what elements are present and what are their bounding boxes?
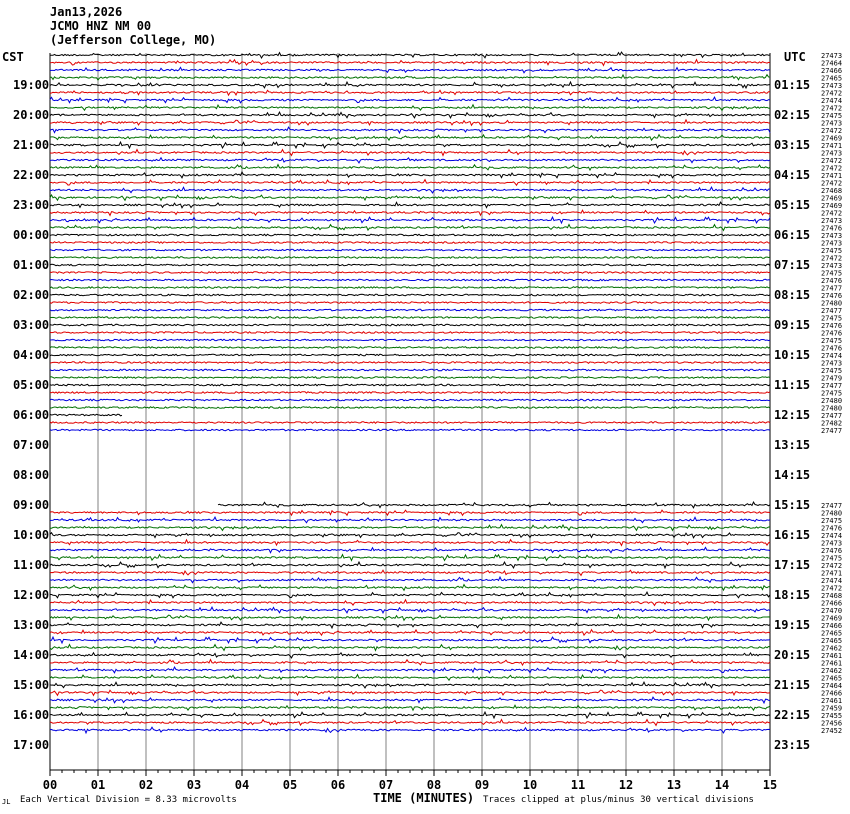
trace-value: 27456 <box>821 719 843 728</box>
left-hour-label: 22:00 <box>13 168 50 182</box>
plot-date: Jan13,2026 <box>50 5 123 19</box>
trace-value: 27471 <box>821 172 843 180</box>
seismic-trace <box>50 653 770 658</box>
station-code: JCMO HNZ NM 00 <box>50 19 152 33</box>
seismic-trace <box>50 533 770 538</box>
seismic-trace <box>50 332 770 334</box>
trace-value: 27461 <box>821 659 843 668</box>
left-hour-label: 14:00 <box>13 648 50 662</box>
station-location: (Jefferson College, MO) <box>50 33 217 47</box>
seismic-trace <box>50 287 770 289</box>
seismic-trace <box>50 257 770 259</box>
seismic-trace <box>50 675 770 681</box>
seismic-trace <box>50 120 770 125</box>
trace-value: 27469 <box>821 134 843 143</box>
seismic-trace <box>50 690 770 695</box>
x-tick-label: 05 <box>282 778 298 792</box>
seismic-trace <box>50 105 770 111</box>
trace-value: 27474 <box>821 532 843 540</box>
trace-value: 27477 <box>821 307 843 315</box>
seismic-trace <box>50 555 770 561</box>
seismic-trace <box>50 720 770 726</box>
right-hour-label: 12:15 <box>774 408 811 422</box>
trace-value: 27464 <box>821 59 843 68</box>
trace-value: 27473 <box>821 82 843 90</box>
left-hour-label: 20:00 <box>13 108 50 122</box>
seismic-trace <box>50 90 770 95</box>
trace-value: 27473 <box>821 217 843 225</box>
right-hour-label: 02:15 <box>774 108 811 122</box>
left-hour-label: 15:00 <box>13 678 50 692</box>
left-hour-label: 16:00 <box>13 708 50 722</box>
seismic-trace <box>50 384 770 386</box>
trace-value: 27473 <box>821 359 843 368</box>
clip-note: Traces clipped at plus/minus 30 vertical divisions <box>483 795 754 805</box>
seismic-trace <box>50 540 770 546</box>
trace-value: 27475 <box>821 269 843 278</box>
right-hour-label: 03:15 <box>774 138 811 152</box>
seismic-trace <box>50 697 770 703</box>
trace-value: 27477 <box>821 427 843 435</box>
trace-value: 27475 <box>821 314 843 323</box>
right-hour-label: 11:15 <box>774 378 811 392</box>
seismic-trace <box>50 414 122 416</box>
seismic-trace <box>50 158 770 163</box>
seismic-trace <box>50 585 770 591</box>
trace-value: 27465 <box>821 637 843 645</box>
x-tick-label: 15 <box>762 778 778 792</box>
right-hour-label: 06:15 <box>774 228 811 242</box>
trace-value: 27475 <box>821 554 843 563</box>
seismic-trace <box>50 399 770 401</box>
trace-value: 27477 <box>821 284 843 293</box>
trace-value: 27476 <box>821 524 843 533</box>
seismic-trace <box>50 202 770 208</box>
seismic-trace <box>50 127 770 133</box>
trace-value: 27476 <box>821 292 843 300</box>
x-tick-label: 10 <box>522 778 538 792</box>
trace-value: 27461 <box>821 652 843 660</box>
x-tick-label: 00 <box>42 778 58 792</box>
seismic-trace <box>50 242 770 244</box>
trace-value: 27475 <box>821 337 843 345</box>
seismic-trace <box>50 165 770 171</box>
trace-value: 27471 <box>821 569 843 578</box>
trace-value: 27475 <box>821 517 843 525</box>
seismic-trace <box>50 217 770 223</box>
trace-value: 27472 <box>821 104 843 113</box>
seismic-trace <box>50 615 770 620</box>
x-tick-label: 12 <box>618 778 634 792</box>
trace-value: 27473 <box>821 232 843 240</box>
right-hour-label: 20:15 <box>774 648 811 662</box>
right-hour-label: 04:15 <box>774 168 811 182</box>
trace-value: 27474 <box>821 352 843 360</box>
seismic-trace <box>50 577 770 583</box>
seismic-trace <box>50 75 770 80</box>
seismic-trace <box>50 135 770 141</box>
seismic-trace <box>50 362 770 364</box>
footer-mark: JL <box>2 798 11 806</box>
left-hour-label: 09:00 <box>13 498 50 512</box>
left-hour-label: 23:00 <box>13 198 50 212</box>
trace-value: 27480 <box>821 299 843 308</box>
seismic-trace <box>218 502 770 508</box>
seismic-trace <box>50 82 770 88</box>
seismic-trace <box>50 264 770 266</box>
trace-value: 27480 <box>821 397 843 405</box>
seismic-trace <box>50 272 770 274</box>
trace-value: 27455 <box>821 712 843 720</box>
trace-value: 27461 <box>821 697 843 705</box>
seismic-trace <box>50 317 770 319</box>
left-hour-label: 13:00 <box>13 618 50 632</box>
seismic-trace <box>50 187 770 193</box>
trace-value: 27469 <box>821 194 843 203</box>
trace-value: 27475 <box>821 112 843 120</box>
seismic-trace <box>50 407 770 409</box>
seismic-trace <box>50 309 770 311</box>
trace-value: 27480 <box>821 404 843 413</box>
seismic-trace <box>50 339 770 341</box>
seismic-trace <box>50 302 770 304</box>
x-tick-label: 01 <box>90 778 106 792</box>
trace-value: 27474 <box>821 577 843 585</box>
right-hour-label: 08:15 <box>774 288 811 302</box>
right-hour-label: 14:15 <box>774 468 811 482</box>
left-hour-label: 06:00 <box>13 408 50 422</box>
left-hour-label: 03:00 <box>13 318 50 332</box>
seismic-trace <box>50 592 770 598</box>
trace-value: 27476 <box>821 224 843 233</box>
seismic-trace <box>50 369 770 371</box>
seismic-trace <box>50 210 770 215</box>
seismic-trace <box>50 67 770 72</box>
trace-value: 27452 <box>821 727 843 735</box>
seismic-trace <box>50 547 770 552</box>
right-hour-label: 16:15 <box>774 528 811 542</box>
trace-value: 27465 <box>821 629 843 638</box>
right-hour-label: 21:15 <box>774 678 811 692</box>
seismic-trace <box>50 377 770 379</box>
seismic-trace <box>50 660 770 666</box>
seismic-trace <box>50 667 770 673</box>
trace-value: 27469 <box>821 202 843 210</box>
trace-value: 27465 <box>821 74 843 83</box>
seismic-trace <box>50 97 770 103</box>
trace-value: 27472 <box>821 179 843 188</box>
seismic-trace <box>50 225 770 231</box>
seismic-trace <box>50 150 770 156</box>
seismic-trace <box>50 52 770 58</box>
seismic-trace <box>50 392 770 394</box>
seismic-trace <box>50 705 770 710</box>
right-hour-label: 22:15 <box>774 708 811 722</box>
x-tick-label: 02 <box>138 778 154 792</box>
trace-value: 27476 <box>821 329 843 338</box>
trace-value: 27462 <box>821 667 843 675</box>
trace-value: 27465 <box>821 674 843 683</box>
seismic-trace <box>50 234 770 236</box>
trace-value: 27464 <box>821 682 843 690</box>
left-hour-label: 08:00 <box>13 468 50 482</box>
x-axis-title: TIME (MINUTES) <box>373 791 475 805</box>
seismic-trace <box>50 712 770 718</box>
trace-value: 27473 <box>821 149 843 158</box>
right-timezone-label: UTC <box>784 50 806 64</box>
trace-value: 27472 <box>821 157 843 165</box>
trace-value: 27466 <box>821 67 843 75</box>
seismic-trace <box>50 294 770 296</box>
seismic-trace <box>50 279 770 281</box>
left-hour-label: 01:00 <box>13 258 50 272</box>
seismic-trace <box>50 195 770 200</box>
trace-value: 27477 <box>821 382 843 390</box>
x-tick-label: 11 <box>570 778 586 792</box>
seismic-trace <box>50 637 770 643</box>
trace-value: 27473 <box>821 239 843 248</box>
trace-value: 27472 <box>821 584 843 593</box>
trace-value: 27468 <box>821 592 843 600</box>
trace-value: 27482 <box>821 419 843 428</box>
trace-value: 27476 <box>821 344 843 353</box>
trace-value: 27466 <box>821 689 843 698</box>
trace-value: 27473 <box>821 119 843 128</box>
seismic-trace <box>50 727 770 733</box>
right-hour-label: 01:15 <box>774 78 811 92</box>
seismic-trace <box>50 682 770 688</box>
trace-value: 27466 <box>821 599 843 608</box>
x-tick-label: 13 <box>666 778 682 792</box>
trace-value: 27476 <box>821 547 843 555</box>
left-hour-label: 02:00 <box>13 288 50 302</box>
x-tick-label: 07 <box>378 778 394 792</box>
seismic-trace <box>50 249 770 251</box>
trace-value: 27480 <box>821 509 843 518</box>
left-hour-label: 05:00 <box>13 378 50 392</box>
trace-value: 27479 <box>821 374 843 383</box>
seismic-trace <box>50 422 770 424</box>
trace-value: 27477 <box>821 412 843 420</box>
right-hour-label: 18:15 <box>774 588 811 602</box>
seismic-trace <box>50 562 770 568</box>
trace-value: 27469 <box>821 614 843 623</box>
seismic-trace <box>50 172 770 178</box>
left-hour-label: 12:00 <box>13 588 50 602</box>
left-hour-label: 00:00 <box>13 228 50 242</box>
left-hour-label: 19:00 <box>13 78 50 92</box>
seismic-trace <box>50 60 770 66</box>
trace-value: 27473 <box>821 539 843 548</box>
seismic-trace <box>50 324 770 326</box>
right-hour-label: 07:15 <box>774 258 811 272</box>
trace-value: 27473 <box>821 262 843 270</box>
trace-value: 27472 <box>821 254 843 263</box>
x-tick-label: 04 <box>234 778 250 792</box>
seismic-trace <box>50 517 770 523</box>
seismic-trace <box>50 354 770 356</box>
scale-note: Each Vertical Division = 8.33 microvolts <box>20 795 237 805</box>
x-tick-label: 06 <box>330 778 346 792</box>
seismic-trace <box>50 112 770 118</box>
left-hour-label: 10:00 <box>13 528 50 542</box>
left-hour-label: 04:00 <box>13 348 50 362</box>
trace-value: 27474 <box>821 97 843 105</box>
right-hour-label: 19:15 <box>774 618 811 632</box>
left-hour-label: 11:00 <box>13 558 50 572</box>
x-tick-label: 14 <box>714 778 730 792</box>
x-tick-label: 08 <box>426 778 442 792</box>
right-hour-label: 15:15 <box>774 498 811 512</box>
left-timezone-label: CST <box>2 50 24 64</box>
x-tick-label: 03 <box>186 778 202 792</box>
trace-value: 27475 <box>821 367 843 375</box>
seismic-trace <box>50 600 770 606</box>
seismic-trace <box>50 429 770 431</box>
left-hour-label: 21:00 <box>13 138 50 152</box>
left-hour-label: 07:00 <box>13 438 50 452</box>
seismic-trace <box>50 570 770 575</box>
seismic-trace <box>50 510 770 515</box>
right-hour-label: 09:15 <box>774 318 811 332</box>
trace-value: 27476 <box>821 322 843 330</box>
seismic-trace <box>50 622 770 628</box>
trace-value: 27472 <box>821 127 843 135</box>
right-hour-label: 13:15 <box>774 438 811 452</box>
seismic-trace <box>50 607 770 613</box>
trace-value: 27472 <box>821 164 843 173</box>
right-hour-label: 10:15 <box>774 348 811 362</box>
trace-value: 27466 <box>821 622 843 630</box>
trace-value: 27472 <box>821 562 843 570</box>
trace-value: 27476 <box>821 277 843 285</box>
trace-value: 27468 <box>821 187 843 195</box>
seismic-trace <box>50 645 770 651</box>
right-hour-label: 23:15 <box>774 738 811 752</box>
trace-value: 27470 <box>821 607 843 615</box>
left-hour-label: 17:00 <box>13 738 50 752</box>
seismic-trace <box>50 525 770 531</box>
trace-value: 27472 <box>821 89 843 98</box>
trace-value: 27459 <box>821 704 843 713</box>
right-hour-label: 05:15 <box>774 198 811 212</box>
trace-value: 27475 <box>821 247 843 255</box>
right-hour-label: 17:15 <box>774 558 811 572</box>
seismic-trace <box>50 180 770 186</box>
trace-value: 27472 <box>821 209 843 218</box>
trace-value: 27477 <box>821 502 843 510</box>
trace-value: 27473 <box>821 52 843 60</box>
x-tick-label: 09 <box>474 778 490 792</box>
seismic-trace <box>50 630 770 636</box>
trace-value: 27471 <box>821 142 843 150</box>
trace-value: 27475 <box>821 389 843 398</box>
seismic-trace <box>50 142 770 148</box>
seismic-trace <box>50 347 770 349</box>
trace-value: 27462 <box>821 644 843 653</box>
